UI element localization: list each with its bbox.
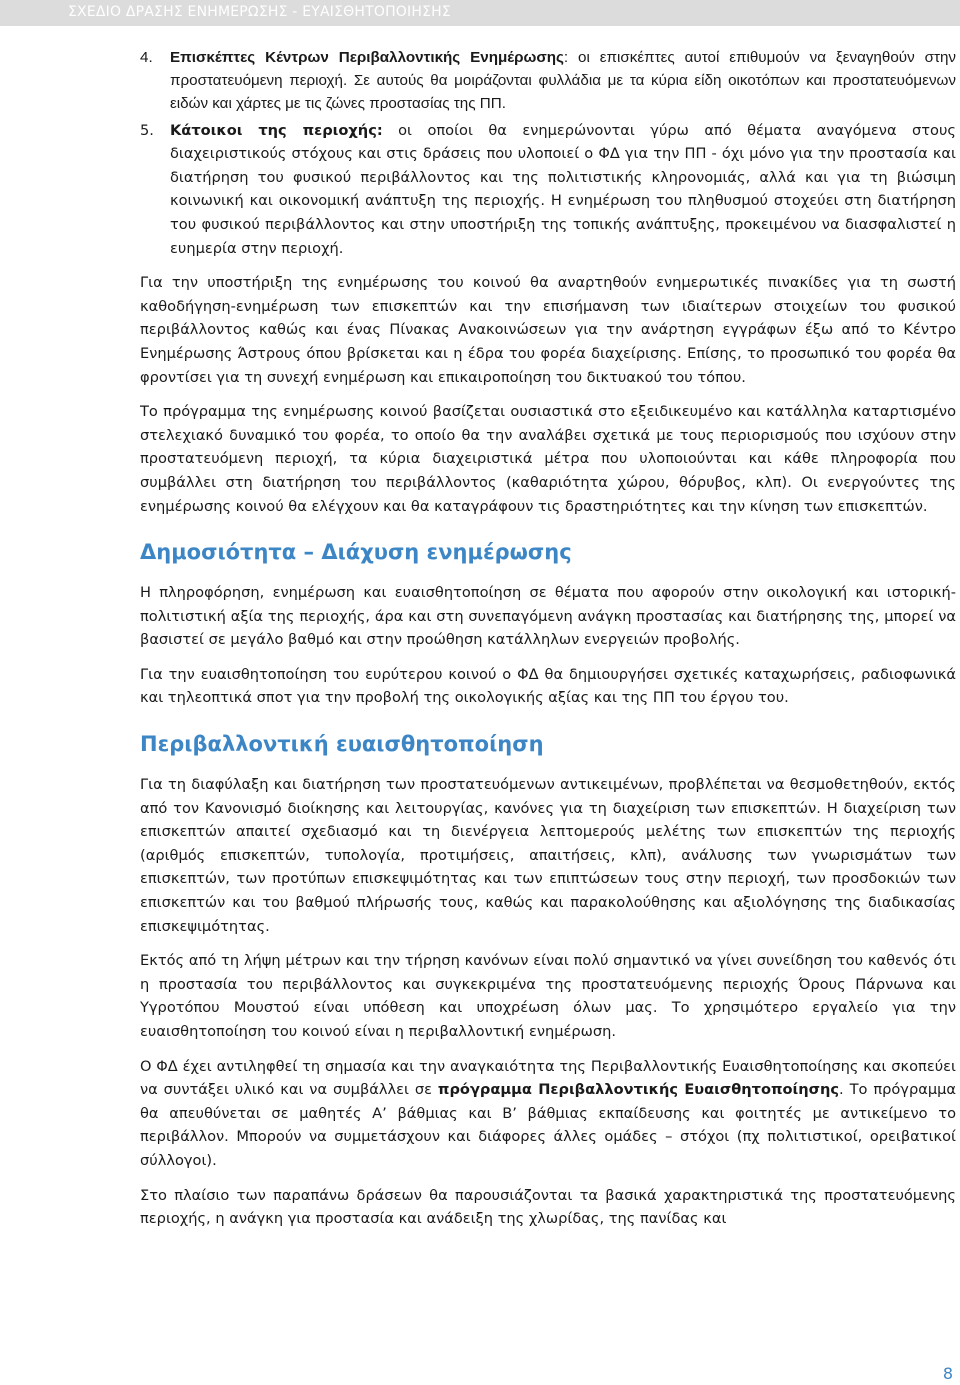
paragraph-program: Το πρόγραμμα της ενημέρωσης κοινού βασίζεται ουσιαστικά στο εξειδικευμένο και κατάλληλα καταρτισμένο στελεχιακό δυναμικό του φορέα, το οποίο θα την αναλάβει σχετικά με τους περιορισμούς που ισχύουν στην προστατευόμενη περιοχή, τα κύρια διαχειριστικά μέτρα που υλοποιούνται και κάθε πληροφορία που συμβάλλει στη διατήρηση του περιβάλλοντος (καθαριότητα χώρου, θόρυβος, κλπ). Οι ενεργούντες της ενημέρωσης κοινού θα ελέγχουν και θα καταγράφουν τις δραστηριότητες και την κίνηση των επισκεπτών.: [140, 403, 956, 515]
running-header-title: ΣΧΕΔΙΟ ΔΡΑΣΗΣ ΕΝΗΜΕΡΩΣΗΣ - ΕΥΑΙΣΘΗΤΟΠΟΙΗΣΗΣ: [68, 4, 451, 20]
page-number: 8: [942, 1364, 953, 1383]
paragraph-text: Ο ΦΔ έχει αντιληφθεί τη σημασία και την αναγκαιότητα της Περιβαλλοντικής Ευαισθητοποίησης και σκοπεύει να συντάξει υλικό και να συμβάλλει σε: [140, 1057, 956, 1099]
paragraph-responsibility: Εκτός από τη λήψη μέτρων και την τήρηση κανόνων είναι πολύ σημαντικό να γίνει συνείδηση του καθενός ότι η προστασία του περιβάλλοντος και συγκεκριμένα της προστατευόμενης περιοχής Όρους Πάρνωνα και Υγροτόπου Μουστού είναι υπόθεση και υποχρέωση όλων μας. Το χρησιμότερο εργαλείο για την ευαισθητοποίηση του κοινού είναι η περιβαλλοντική ενημέρωση.: [140, 952, 956, 1041]
list-item-text: οι οποίοι θα ενημερώνονται γύρω από θέματα αναγόμενα στους διαχειριστικούς στόχους και στις δράσεις που υλοποιεί ο ΦΔ για την ΠΠ - όχι μόνο για την προστασία και διατήρηση του φυσικού περιβάλλοντος και της πολιτιστικής κληρονομιάς, αλλά και για τη βιώσιμη κοινωνική και οικονομική ανάπτυξη της περιοχής. Η ενημέρωση του πληθυσμού στοχεύει στη διατήρηση του φυσικού περιβάλλοντος και στην υποστήριξη της τοπικής ανάπτυξης, προκειμένου να διασφαλιστεί η ευημερία στην περιοχή.: [170, 121, 956, 257]
list-item-title: Επισκέπτες Κέντρων Περιβαλλοντικής Ενημέρωσης: [170, 49, 564, 66]
list-item-title: Κάτοικοι της περιοχής:: [170, 121, 383, 139]
list-item-text: : οι επισκέπτες αυτοί επιθυμούν να ξεναγηθούν στην προστατευόμενη περιοχή. Σε αυτούς θα μοιράζονται φυλλάδια με τα κύρια είδη οικοτόπων και προστατευόμενων ειδών και χάρτες με τις ζώνες προστασίας της ΠΠ.: [170, 49, 957, 113]
program-name: πρόγραμμα Περιβαλλοντικής Ευαισθητοποίησης: [437, 1081, 840, 1099]
list-item-visitors: [140, 46, 956, 116]
paragraph-media: Για την ευαισθητοποίηση του ευρύτερου κοινού ο ΦΔ θα δημιουργήσει σχετικές καταχωρήσεις, ραδιοφωνικά και τηλεοπτικά σποτ για την προβολή της οικολογικής αξίας και της ΠΠ του έργου του.: [140, 665, 956, 707]
paragraph-signage: Για την υποστήριξη της ενημέρωσης του κοινού θα αναρτηθούν ενημερωτικές πινακίδες για τη σωστή καθοδήγηση-ενημέρωση των επισκεπτών και την επισήμανση των ιδιαίτερων στοιχείων του φυσικού περιβάλλοντος καθώς και ένας Πίνακας Ανακοινώσεων για την ανάρτηση εγγράφων έξω από το Κέντρο Ενημέρωσης Άστρους όπου βρίσκεται και η έδρα του φορέα διαχείρισης. Επίσης, το προσωπικό του φορέα θα φροντίσει για τη συνεχή ενημέρωση και επικαιροποίηση του δικτυακού του τόπου.: [140, 274, 956, 386]
running-header: [0, 0, 960, 26]
paragraph-presentation: Στο πλαίσιο των παραπάνω δράσεων θα παρουσιάζονται τα βασικά χαρακτηριστικά της προστατευόμενης περιοχής, η ανάγκη για προστασία και ανάδειξη της χλωρίδας, της πανίδας και: [140, 1186, 956, 1228]
heading-publicity: Δημοσιότητα – Διάχυση ενημέρωσης: [140, 540, 572, 565]
paragraph-education-program: [140, 1055, 956, 1173]
list-item-number: 5.: [140, 121, 154, 139]
document-body: [140, 46, 956, 1242]
heading-awareness: Περιβαλλοντική ευαισθητοποίηση: [140, 732, 544, 757]
list-item-number: 4.: [140, 49, 153, 66]
list-item-residents: [140, 119, 956, 261]
paragraph-text: . Το πρόγραμμα θα απευθύνεται σε μαθητές Α’ βάθμιας και Β’ βάθμιας εκπαίδευσης και φοιτητές με αντικείμενο το περιβάλλον. Μπορούν να συμμετάσχουν και διάφορες άλλες ομάδες – στόχοι (πχ πολιτιστικοί, ορειβατικοί σύλλογοι).: [140, 1081, 957, 1169]
paragraph-information: Η πληροφόρηση, ενημέρωση και ευαισθητοποίηση σε θέματα που αφορούν στην οικολογική και ιστορική-πολιτιστική αξία της περιοχής, άρα και στη συνεπαγόμενη ανάγκη προστασίας και διατήρησης της, μπορεί να βασιστεί σε μεγάλο βαθμό και στην προώθηση κατάλληλων ενεργειών προβολής.: [140, 584, 956, 649]
paragraph-visitor-management: Για τη διαφύλαξη και διατήρηση των προστατευόμενων αντικειμένων, προβλέπεται να θεσμοθετηθούν, εκτός από τον Κανονισμό διοίκησης και λειτουργίας, κανόνες για τη διαχείριση των επισκεπτών. Η διαχείριση των επισκεπτών απαιτεί σχεδιασμό και τη διενέργεια λεπτομερούς μελέτης των επισκεπτών της περιοχής (αριθμός επισκεπτών, τυπολογία, προτιμήσεις, απαιτήσεις, κλπ), ανάλυσης των γνωρισμάτων των επισκεπτών, των προτύπων επισκεψιμότητας και των επιπτώσεων τους στην περιοχή, των προσδοκιών των επισκεπτών και του βαθμού πλήρωσής τους, καθώς και παρακολούθησης και αξιολόγησης της διαδικασίας επισκεψιμότητας.: [140, 776, 956, 935]
